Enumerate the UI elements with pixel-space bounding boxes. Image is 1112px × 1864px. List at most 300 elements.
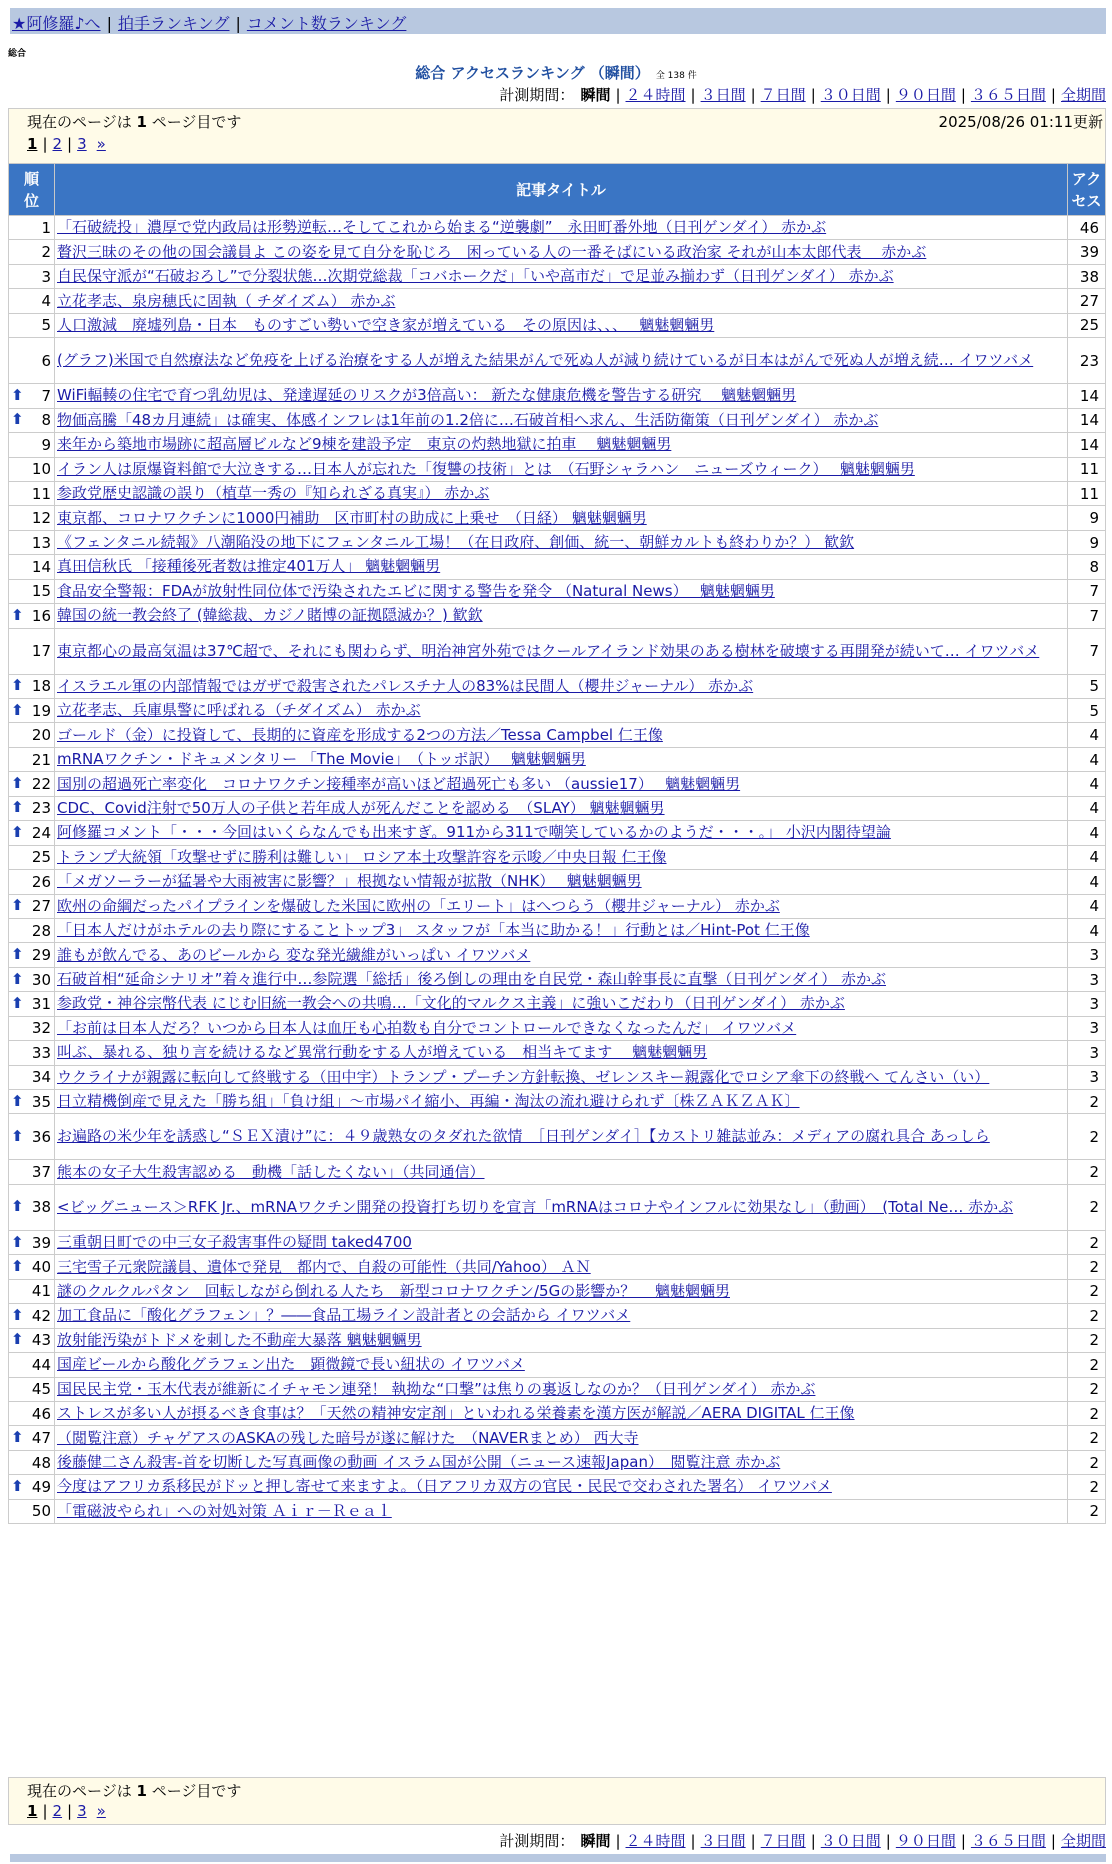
rank-cell — [9, 1255, 55, 1279]
ranking-table — [8, 163, 1106, 1524]
access-count: 3 — [1068, 1016, 1106, 1040]
table-row — [9, 481, 1106, 505]
rank-number: 22 — [31, 775, 51, 794]
access-count: 25 — [1068, 313, 1106, 337]
page-info: 現在のページは 1 ページ目です — [27, 113, 242, 131]
article-title-link[interactable]: 今度はアフリカ系移民がドッと押し寄せて来ますよ。（日アフリカ双方の官民・民民で交わされた署名） イワツバメ — [57, 1477, 832, 1496]
rank-cell — [9, 1450, 55, 1474]
up-arrow-icon: ⬆ — [11, 700, 24, 719]
up-arrow-icon: ⬆ — [11, 823, 24, 842]
article-title-link[interactable]: 後藤健二さん殺害-首を切断した写真画像の動画 イスラム国が公開（ニュース速報Japan） 閲覧注意 赤かぶ — [57, 1453, 781, 1472]
table-row — [9, 1401, 1106, 1425]
rank-cell — [9, 628, 55, 674]
table-row — [9, 699, 1106, 723]
access-count: 2 — [1068, 1475, 1106, 1499]
rank-number: 26 — [31, 872, 51, 891]
rank-number: 48 — [31, 1453, 51, 1472]
rank-cell — [9, 1184, 55, 1230]
period-24h-link[interactable]: ２４時間 — [625, 1832, 686, 1850]
ranking-rows — [9, 216, 1106, 1524]
article-title-link[interactable]: 東京都、コロナワクチンに1000円補助 区市町村の助成に上乗せ （日経） 魑魅魍魎男 — [57, 508, 647, 527]
article-title-link[interactable]: お遍路の米少年を誘惑し“ＳＥＸ漬け”に：４９歳熟女のタダれた欲情 ［日刊ゲンダイ］【カストリ雑誌並み：メディアの腐れ具合 あっしら — [57, 1127, 990, 1146]
rank-number: 50 — [31, 1502, 51, 1521]
rank-cell — [9, 1377, 55, 1401]
article-title-link[interactable]: 贅沢三昧のその他の国会議員よ この姿を見て自分を恥じろ 困っている人の一番そばにいる政治家 それが山本太郎代表 赤かぶ — [57, 242, 927, 261]
access-count: 3 — [1068, 1041, 1106, 1065]
rank-number: 25 — [31, 848, 51, 867]
up-arrow-icon: ⬆ — [11, 410, 24, 429]
table-row — [9, 821, 1106, 845]
access-count: 2 — [1068, 1353, 1106, 1377]
rank-number: 33 — [31, 1043, 51, 1062]
title-cell — [55, 870, 1068, 894]
rank-cell — [9, 338, 55, 384]
title-cell — [55, 216, 1068, 240]
table-row — [9, 1353, 1106, 1377]
access-count: 2 — [1068, 1426, 1106, 1450]
rank-cell — [9, 845, 55, 869]
article-title-link[interactable]: 加工食品に「酸化グラフェン」？――食品工場ライン設計者との会話から イワツバメ — [57, 1306, 631, 1325]
period-3d-link[interactable]: ３日間 — [700, 86, 746, 104]
up-arrow-icon: ⬆ — [11, 1330, 24, 1349]
rank-number: 30 — [31, 970, 51, 989]
rank-number: 12 — [31, 509, 51, 528]
rank-number: 35 — [31, 1092, 51, 1111]
access-count: 38 — [1068, 264, 1106, 288]
title-cell — [55, 699, 1068, 723]
rank-cell — [9, 1304, 55, 1328]
rank-cell — [9, 723, 55, 747]
access-count: 14 — [1068, 384, 1106, 408]
article-title-link[interactable]: 誰もが飲んでる、あのビールから 変な発光繊維がいっぱい イワツバメ — [57, 945, 531, 964]
table-row — [9, 1426, 1106, 1450]
up-arrow-icon: ⬆ — [11, 896, 24, 915]
title-cell — [55, 530, 1068, 554]
rank-number: 39 — [31, 1233, 51, 1252]
rank-number: 29 — [31, 946, 51, 965]
rank-cell — [9, 1065, 55, 1089]
up-arrow-icon: ⬆ — [11, 945, 24, 964]
title-cell — [55, 992, 1068, 1016]
access-count: 2 — [1068, 1328, 1106, 1352]
article-title-link[interactable]: 「電磁波やられ」への対処対策 Ａｉｒ－Ｒｅａｌ — [57, 1501, 392, 1520]
article-title-link[interactable]: ゴールド（金）に投資して、長期的に資産を形成する2つの方法／Tessa Campbel 仁王像 — [57, 725, 663, 744]
rank-number: 4 — [41, 292, 51, 311]
up-arrow-icon: ⬆ — [11, 969, 24, 988]
nav-clap-ranking-link[interactable]: 拍手ランキング — [117, 14, 230, 33]
table-row — [9, 506, 1106, 530]
article-title-link[interactable]: 欧州の命綱だったパイプラインを爆破した米国に欧州の「エリート」はへつらう（櫻井ジャーナル） 赤かぶ — [57, 896, 780, 915]
rank-number: 2 — [41, 243, 51, 262]
article-title-link[interactable]: 来年から築地市場跡に超高層ビルなど9棟を建設予定 東京の灼熱地獄に拍車 魑魅魍魎男 — [57, 435, 672, 454]
article-title-link[interactable]: 立花孝志、兵庫県警に呼ばれる（チダイズム） 赤かぶ — [57, 701, 421, 720]
table-row — [9, 408, 1106, 432]
pager-current: 1 — [27, 1802, 38, 1820]
up-arrow-icon: ⬆ — [11, 1306, 24, 1325]
rank-cell — [9, 216, 55, 240]
article-title-link[interactable]: 物価高騰「48カ月連続」は確実、体感インフレは1年前の1.2倍に…石破首相へ求ん、生活防衛策（日刊ゲンダイ） 赤かぶ — [57, 410, 879, 429]
title-cell — [55, 918, 1068, 942]
access-count: 4 — [1068, 723, 1106, 747]
article-title-link[interactable]: 放射能汚染がトドメを刺した不動産大暴落 魑魅魍魎男 — [57, 1330, 422, 1349]
table-row — [9, 1090, 1106, 1114]
up-arrow-icon: ⬆ — [11, 1257, 24, 1276]
title-cell — [55, 555, 1068, 579]
rank-number: 21 — [31, 750, 51, 769]
access-count: 3 — [1068, 967, 1106, 991]
article-title-link[interactable]: mRNAワクチン・ドキュメンタリー 「The Movie」 （トッポ訳） 魑魅魍魎男 — [57, 750, 586, 769]
title-cell — [55, 1041, 1068, 1065]
updated-timestamp: 2025/08/26 01:11更新 — [938, 113, 1103, 131]
article-title-link[interactable]: 「日本人だけがホテルの去り際にすることトップ3」 スタッフが「本当に助かる！」行動とは／Hint-Pot 仁王像 — [57, 921, 810, 940]
access-count: 9 — [1068, 530, 1106, 554]
up-arrow-icon: ⬆ — [11, 1091, 24, 1110]
table-row — [9, 1016, 1106, 1040]
title-cell — [55, 894, 1068, 918]
rank-cell — [9, 604, 55, 628]
article-title-link[interactable]: 「お前は日本人だろ？いつから日本人は血圧も心拍数も自分でコントロールできなくなったんだ」 イワツバメ — [57, 1018, 797, 1037]
article-title-link[interactable]: 日立精機倒産で見えた「勝ち組」「負け組」～市場パイ縮小、再編・淘汰の流れ避けられず〔株ＺＡＫＺＡＫ〕 — [57, 1092, 800, 1111]
title-cell — [55, 579, 1068, 603]
access-count: 3 — [1068, 943, 1106, 967]
rank-cell — [9, 313, 55, 337]
ranking-title: 総合 アクセスランキング （瞬間） — [415, 64, 650, 82]
table-row — [9, 1475, 1106, 1499]
access-count: 2 — [1068, 1255, 1106, 1279]
rank-number: 32 — [31, 1019, 51, 1038]
period-7d-link[interactable]: ７日間 — [760, 1832, 806, 1850]
up-arrow-icon: ⬆ — [11, 386, 24, 405]
rank-cell — [9, 264, 55, 288]
article-title-link[interactable]: WiFi輻輳の住宅で育つ乳幼児は、発達遅延のリスクが3倍高い： 新たな健康危機を警告する研究 魑魅魍魎男 — [57, 386, 797, 405]
rank-cell — [9, 530, 55, 554]
up-arrow-icon: ⬆ — [11, 1477, 24, 1496]
article-title-link[interactable]: 「石破続投」濃厚で党内政局は形勢逆転…そしてこれから始まる“逆襲劇” 永田町番外地（日刊ゲンダイ） 赤かぶ — [57, 218, 827, 237]
pager-current: 1 — [27, 135, 38, 153]
pager-bottom: 1 | 2 | 3 » — [27, 1802, 106, 1820]
table-row — [9, 845, 1106, 869]
period-current: 瞬間 — [580, 86, 611, 104]
page-info-panel-top — [8, 108, 1106, 164]
table-row — [9, 579, 1106, 603]
article-title-link[interactable]: イスラエル軍の内部情報ではガザで殺害されたパレスチナ人の83%は民間人（櫻井ジャーナル） 赤かぶ — [57, 676, 754, 695]
rank-number: 20 — [31, 726, 51, 745]
rank-number: 18 — [31, 677, 51, 696]
period-30d-link[interactable]: ３０日間 — [820, 86, 881, 104]
rank-number: 27 — [31, 897, 51, 916]
rank-number: 5 — [41, 316, 51, 335]
pager-page-3-link[interactable]: 3 — [77, 1802, 87, 1820]
article-title-link[interactable]: 国別の超過死亡率変化 コロナワクチン接種率が高いほど超過死亡も多い （aussie17） 魑魅魍魎男 — [57, 774, 741, 793]
period-365d-link[interactable]: ３６５日間 — [970, 1832, 1046, 1850]
article-title-link[interactable]: 国産ビールから酸化グラフェン出た 顕微鏡で長い紐状の イワツバメ — [57, 1355, 525, 1374]
header-rank: 順位 — [9, 164, 55, 216]
pager-page-2-link[interactable]: 2 — [52, 1802, 63, 1820]
article-title-link[interactable]: 阿修羅コメント「・・・今回はいくらなんでも出来すぎ。911から311で嘲笑しているかのようだ・・・。」 小沢内閣待望論 — [57, 823, 891, 842]
rank-number: 24 — [31, 823, 51, 842]
article-title-link[interactable]: トランプ大統領「攻撃せずに勝利は難しい」 ロシア本土攻撃許容を示唆／中央日報 仁王像 — [57, 847, 667, 866]
access-count: 5 — [1068, 674, 1106, 698]
access-count: 7 — [1068, 604, 1106, 628]
rank-cell — [9, 1426, 55, 1450]
table-row — [9, 555, 1106, 579]
access-count: 2 — [1068, 1450, 1106, 1474]
article-title-link[interactable]: <ビッグニュース＞RFK Jr.、mRNAワクチン開発の投資打ち切りを宣言「mRNAはコロナやインフルに効果なし」（動画） (Total Ne… 赤かぶ — [57, 1197, 1014, 1216]
access-count: 5 — [1068, 699, 1106, 723]
rank-number: 1 — [41, 218, 51, 237]
rank-number: 34 — [31, 1068, 51, 1087]
access-count: 46 — [1068, 216, 1106, 240]
title-cell — [55, 240, 1068, 264]
header-title: 記事タイトル — [55, 164, 1068, 216]
up-arrow-icon: ⬆ — [11, 1428, 24, 1447]
rank-number: 6 — [41, 351, 51, 370]
rank-number: 10 — [31, 460, 51, 479]
rank-number: 37 — [31, 1163, 51, 1182]
table-row — [9, 1450, 1106, 1474]
period-all-link[interactable]: 全期間 — [1060, 1832, 1106, 1850]
title-cell — [55, 1016, 1068, 1040]
article-title-link[interactable]: 食品安全警報：FDAが放射性同位体で汚染されたエビに関する警告を発令 （Natural News） 魑魅魍魎男 — [57, 581, 775, 600]
rank-cell — [9, 747, 55, 771]
ranking-heading — [0, 62, 1112, 83]
title-cell — [55, 747, 1068, 771]
rank-cell — [9, 943, 55, 967]
period-7d-link[interactable]: ７日間 — [760, 86, 806, 104]
article-title-link[interactable]: 参政党・神谷宗幣代表 にじむ旧統一教会への共鳴…「文化的マルクス主義」に強いこだわり（日刊ゲンダイ） 赤かぶ — [57, 994, 845, 1013]
title-cell — [55, 1114, 1068, 1160]
period-selector-top: 計測期間： 瞬間 | ２４時間 | ３日間 | ７日間 | ３０日間 | ９０日間 | ３６５日間 | 全期間 — [499, 86, 1106, 104]
access-count: 4 — [1068, 894, 1106, 918]
table-row — [9, 240, 1106, 264]
article-title-link[interactable]: 自民保守派が“石破おろし”で分裂状態…次期党総裁「コバホークだ」「いや高市だ」で足並み揃わず（日刊ゲンダイ） 赤かぶ — [57, 267, 894, 286]
rank-cell — [9, 821, 55, 845]
pager-top: 1 | 2 | 3 » — [27, 135, 106, 153]
rank-cell — [9, 1401, 55, 1425]
article-title-link[interactable]: 人口激減 廃墟列島・日本 ものすごい勢いで空き家が増えている その原因は、、、 魑魅魍魎男 — [57, 315, 715, 334]
table-row — [9, 1041, 1106, 1065]
access-count: 2 — [1068, 1401, 1106, 1425]
title-cell — [55, 481, 1068, 505]
title-cell — [55, 408, 1068, 432]
title-cell — [55, 723, 1068, 747]
title-cell — [55, 1160, 1068, 1184]
article-title-link[interactable]: イラン人は原爆資料館で大泣きする…日本人が忘れた「復讐の技術」とは （石野シャラハン ニューズウィーク） 魑魅魍魎男 — [57, 459, 915, 478]
article-title-link[interactable]: (グラフ)米国で自然療法など免疫を上げる治療をする人が増えた結果がんで死ぬ人が減り続けているが日本はがんで死ぬ人が増え続… イワツバメ — [57, 351, 1034, 370]
table-row — [9, 796, 1106, 820]
access-count: 4 — [1068, 796, 1106, 820]
article-title-link[interactable]: 三宅雪子元衆院議員、遺体で発見 都内で、自殺の可能性（共同/Yahoo） ＡＮ — [57, 1257, 591, 1276]
period-all-link[interactable]: 全期間 — [1060, 86, 1106, 104]
title-cell — [55, 457, 1068, 481]
category-label: 総合 — [8, 49, 27, 59]
rank-number: 43 — [31, 1331, 51, 1350]
period-3d-link[interactable]: ３日間 — [700, 1832, 746, 1850]
rank-number: 44 — [31, 1355, 51, 1374]
article-title-link[interactable]: 韓国の統一教会終了 (韓総裁、カジノ賭博の証拠隠滅か？) 歓欽 — [57, 606, 483, 625]
article-title-link[interactable]: ストレスが多い人が摂るべき食事は？「天然の精神安定剤」といわれる栄養素を漢方医が解説／AERA DIGITAL 仁王像 — [57, 1404, 855, 1423]
rank-number: 31 — [31, 994, 51, 1013]
access-count: 3 — [1068, 1065, 1106, 1089]
nav-comment-ranking-link[interactable]: コメント数ランキング — [246, 14, 407, 33]
access-count: 11 — [1068, 481, 1106, 505]
rank-number: 28 — [31, 921, 51, 940]
rank-number: 15 — [31, 582, 51, 601]
rank-cell — [9, 1328, 55, 1352]
table-row — [9, 967, 1106, 991]
access-count: 4 — [1068, 772, 1106, 796]
title-cell — [55, 1230, 1068, 1254]
article-title-link[interactable]: 「メガソーラーが猛暑や大雨被害に影響？」根拠ない情報が拡散（NHK） 魑魅魍魎男 — [57, 872, 642, 891]
rank-cell — [9, 579, 55, 603]
title-cell — [55, 313, 1068, 337]
title-cell — [55, 338, 1068, 384]
period-90d-link[interactable]: ９０日間 — [895, 86, 956, 104]
article-title-link[interactable]: 参政党歴史認識の誤り（植草一秀の『知られざる真実』） 赤かぶ — [57, 484, 490, 503]
rank-number: 8 — [41, 411, 51, 430]
rank-cell — [9, 1353, 55, 1377]
title-cell — [55, 943, 1068, 967]
access-count: 2 — [1068, 1160, 1106, 1184]
nav-separator: | — [235, 14, 241, 33]
article-title-link[interactable]: 《フェンタニル続報》八潮陥没の地下にフェンタニル工場！（在日政府、創価、統一、朝鮮カルトも終わりか？） 歓欽 — [57, 533, 855, 552]
access-count: 3 — [1068, 992, 1106, 1016]
rank-number: 47 — [31, 1429, 51, 1448]
rank-cell — [9, 240, 55, 264]
article-title-link[interactable]: （閲覧注意）チャゲアスのASKAの残した暗号が遂に解けた （NAVERまとめ） 西大寺 — [57, 1428, 639, 1447]
rank-number: 49 — [31, 1477, 51, 1496]
article-title-link[interactable]: 叫ぶ、暴れる、独り言を続けるなど異常行動をする人が増えている 相当キてます 魑魅魍魎男 — [57, 1043, 708, 1062]
pager-page-3-link[interactable]: 3 — [77, 135, 87, 153]
table-row — [9, 1065, 1106, 1089]
access-count: 2 — [1068, 1304, 1106, 1328]
period-label: 計測期間： — [499, 1832, 575, 1850]
rank-number: 46 — [31, 1404, 51, 1423]
access-count: 8 — [1068, 555, 1106, 579]
up-arrow-icon: ⬆ — [11, 1127, 24, 1146]
table-row — [9, 1304, 1106, 1328]
rank-number: 13 — [31, 533, 51, 552]
title-cell — [55, 1184, 1068, 1230]
rank-cell — [9, 384, 55, 408]
page-info-panel-bottom — [8, 1777, 1106, 1825]
bottom-bar — [10, 1854, 1106, 1862]
rank-number: 38 — [31, 1198, 51, 1217]
table-row — [9, 1114, 1106, 1160]
article-title-link[interactable]: CDC、Covid注射で50万人の子供と若年成人が死んだことを認める （SLAY） 魑魅魍魎男 — [57, 798, 665, 817]
rank-cell — [9, 506, 55, 530]
rank-number: 19 — [31, 701, 51, 720]
title-cell — [55, 1401, 1068, 1425]
rank-cell — [9, 699, 55, 723]
access-count: 11 — [1068, 457, 1106, 481]
rank-cell — [9, 918, 55, 942]
period-selector-bottom: 計測期間： 瞬間 | ２４時間 | ３日間 | ７日間 | ３０日間 | ９０日間 | ３６５日間 | 全期間 — [499, 1832, 1106, 1850]
rank-cell — [9, 1230, 55, 1254]
period-365d-link[interactable]: ３６５日間 — [970, 86, 1046, 104]
page-info-bottom: 現在のページは 1 ページ目です — [27, 1782, 242, 1800]
up-arrow-icon: ⬆ — [11, 798, 24, 817]
access-count: 4 — [1068, 870, 1106, 894]
article-title-link[interactable]: 国民民主党・玉木代表が維新にイチャモン連発！ 執拗な“口撃”は焦りの裏返しなのか？（日刊ゲンダイ） 赤かぶ — [57, 1379, 816, 1398]
table-row — [9, 216, 1106, 240]
rank-cell — [9, 1279, 55, 1303]
access-count: 9 — [1068, 506, 1106, 530]
access-count: 4 — [1068, 747, 1106, 771]
rank-cell — [9, 772, 55, 796]
pager-next-link[interactable]: » — [96, 1802, 106, 1820]
table-row — [9, 1230, 1106, 1254]
rank-cell — [9, 1041, 55, 1065]
rank-cell — [9, 1475, 55, 1499]
rank-number: 17 — [31, 642, 51, 661]
access-count: 2 — [1068, 1090, 1106, 1114]
header-access: アクセス — [1068, 164, 1106, 216]
title-cell — [55, 772, 1068, 796]
rank-number: 40 — [31, 1258, 51, 1277]
period-90d-link[interactable]: ９０日間 — [895, 1832, 956, 1850]
rank-number: 23 — [31, 799, 51, 818]
title-cell — [55, 506, 1068, 530]
up-arrow-icon: ⬆ — [11, 676, 24, 695]
table-row — [9, 674, 1106, 698]
period-30d-link[interactable]: ３０日間 — [820, 1832, 881, 1850]
access-count: 7 — [1068, 579, 1106, 603]
up-arrow-icon: ⬆ — [11, 994, 24, 1013]
article-title-link[interactable]: 立花孝志、泉房穂氏に固執（ チダイズム） 赤かぶ — [57, 291, 396, 310]
table-row — [9, 772, 1106, 796]
article-title-link[interactable]: 真田信秋氏 「接種後死者数は推定401万人」 魑魅魍魎男 — [57, 557, 441, 576]
title-cell — [55, 674, 1068, 698]
nav-asyura-home-link[interactable]: ★阿修羅♪へ — [12, 14, 101, 33]
rank-cell — [9, 796, 55, 820]
title-cell — [55, 264, 1068, 288]
title-cell — [55, 845, 1068, 869]
table-row — [9, 1328, 1106, 1352]
table-row — [9, 747, 1106, 771]
access-count: 4 — [1068, 845, 1106, 869]
table-row — [9, 264, 1106, 288]
rank-number: 9 — [41, 435, 51, 454]
table-row — [9, 894, 1106, 918]
title-cell — [55, 1304, 1068, 1328]
article-title-link[interactable]: 熊本の女子大生殺害認める 動機「話したくない」（共同通信） — [57, 1162, 485, 1181]
title-cell — [55, 1450, 1068, 1474]
table-row — [9, 992, 1106, 1016]
article-title-link[interactable]: 石破首相“延命シナリオ”着々進行中…参院選「総括」後ろ倒しの理由を自民党・森山幹事長に直撃（日刊ゲンダイ） 赤かぶ — [57, 970, 886, 989]
pager-page-2-link[interactable]: 2 — [52, 135, 63, 153]
article-title-link[interactable]: 謎のクルクルパタン 回転しながら倒れる人たち 新型コロナワクチン/5Gの影響か？ 魑魅魍魎男 — [57, 1281, 730, 1300]
rank-cell — [9, 992, 55, 1016]
access-count: 27 — [1068, 289, 1106, 313]
table-row — [9, 1160, 1106, 1184]
period-24h-link[interactable]: ２４時間 — [625, 86, 686, 104]
title-cell — [55, 821, 1068, 845]
table-row — [9, 870, 1106, 894]
table-row — [9, 289, 1106, 313]
article-title-link[interactable]: 東京都心の最高気温は37℃超で、それにも関わらず、明治神宮外苑ではクールアイランド効果のある樹林を破壊する再開発が続いて… イワツバメ — [57, 641, 1040, 660]
table-row — [9, 943, 1106, 967]
up-arrow-icon: ⬆ — [11, 605, 24, 624]
article-title-link[interactable]: 三重朝日町での中三女子殺害事件の疑問 taked4700 — [57, 1233, 412, 1252]
pager-next-link[interactable]: » — [96, 135, 106, 153]
title-cell — [55, 1377, 1068, 1401]
table-row — [9, 1499, 1106, 1523]
access-count: 4 — [1068, 821, 1106, 845]
article-title-link[interactable]: ウクライナが親露に転向して終戦する（田中宇）トランプ・プーチン方針転換、ゼレンスキー親露化でロシア傘下の終戦へ てんさい（い） — [57, 1067, 990, 1086]
rank-cell — [9, 433, 55, 457]
title-cell — [55, 1065, 1068, 1089]
